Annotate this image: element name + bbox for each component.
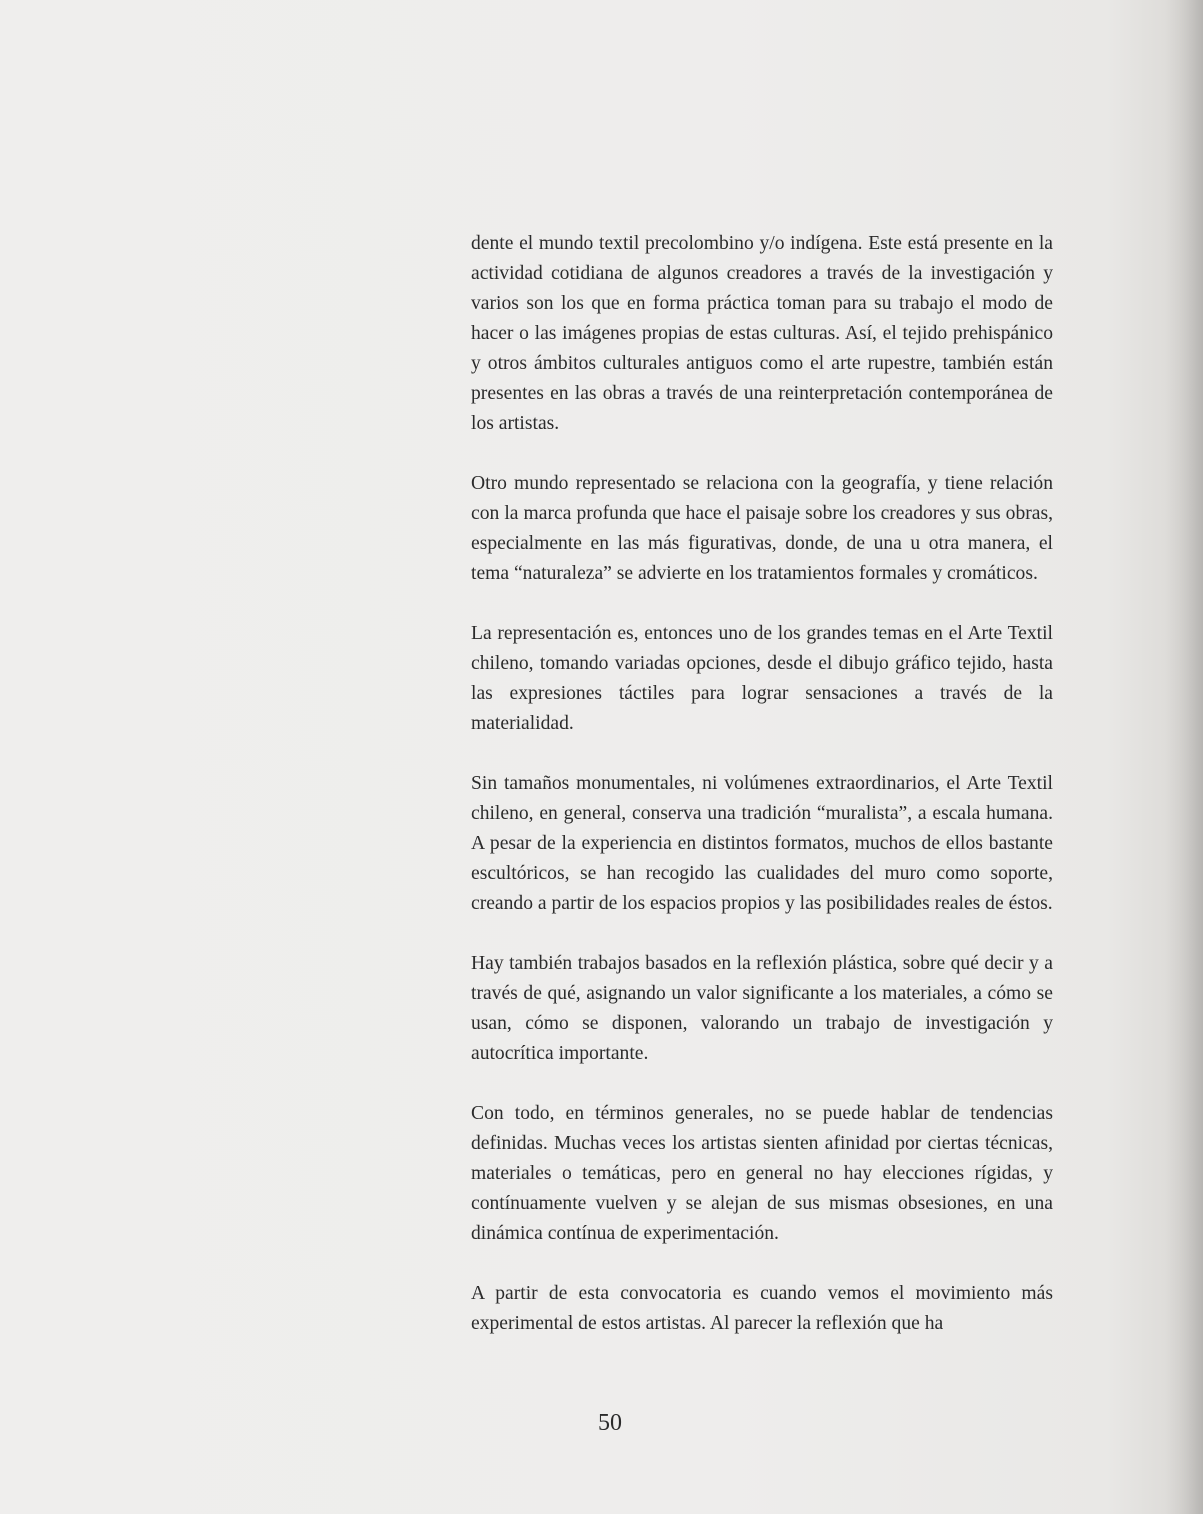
paragraph-7: A partir de esta convocatoria es cuando vemos el movimiento más experimental de estos artistas. Al parecer la reflexión que ha (471, 1283, 1053, 1334)
paragraph-4: Sin tamaños monumentales, ni volúmenes extraordinarios, el Arte Textil chileno, en general, conserva una tradición “muralista”, a escala humana. A pesar de la experiencia en distintos formatos, muchos de ellos bastante escultóricos, se han recogido las cualidades del muro como soporte, creando a partir de los espacios propios y las posibilidades reales de éstos. (471, 773, 1053, 914)
paragraph-1: dente el mundo textil precolombino y/o indígena. Este está presente en la actividad cotidiana de algunos creadores a través de la investigación y varios son los que en forma práctica toman para su trabajo el modo de hacer o las imágenes propias de estas culturas. Así, el tejido prehispánico y otros ámbitos culturales antiguos como el arte rupestre, también están presentes en las obras a través de una reinterpretación contemporánea de los artistas. (471, 233, 1053, 434)
paragraph-2: Otro mundo representado se relaciona con la geografía, y tiene relación con la marca profunda que hace el paisaje sobre los creadores y sus obras, especialmente en las más figurativas, donde, de una u otra manera, el tema “naturaleza” se advierte en los tratamientos formales y cromáticos. (471, 473, 1053, 584)
body-text (471, 229, 1053, 1369)
page-edge-shadow (1165, 0, 1203, 1514)
paragraph-6: Con todo, en términos generales, no se puede hablar de tendencias definidas. Muchas veces los artistas sienten afinidad por ciertas técnicas, materiales o temáticas, pero en general no hay elecciones rígidas, y contínuamente vuelven y se alejan de sus mismas obsesiones, en una dinámica contínua de experimentación. (471, 1103, 1053, 1244)
page-number: 50 (598, 1410, 622, 1436)
paragraph-5: Hay también trabajos basados en la reflexión plástica, sobre qué decir y a través de qué, asignando un valor significante a los materiales, a cómo se usan, cómo se disponen, valorando un trabajo de investigación y autocrítica importante. (471, 953, 1053, 1064)
paragraph-3: La representación es, entonces uno de los grandes temas en el Arte Textil chileno, tomando variadas opciones, desde el dibujo gráfico tejido, hasta las expresiones táctiles para lograr sensaciones a través de la materialidad. (471, 623, 1053, 734)
